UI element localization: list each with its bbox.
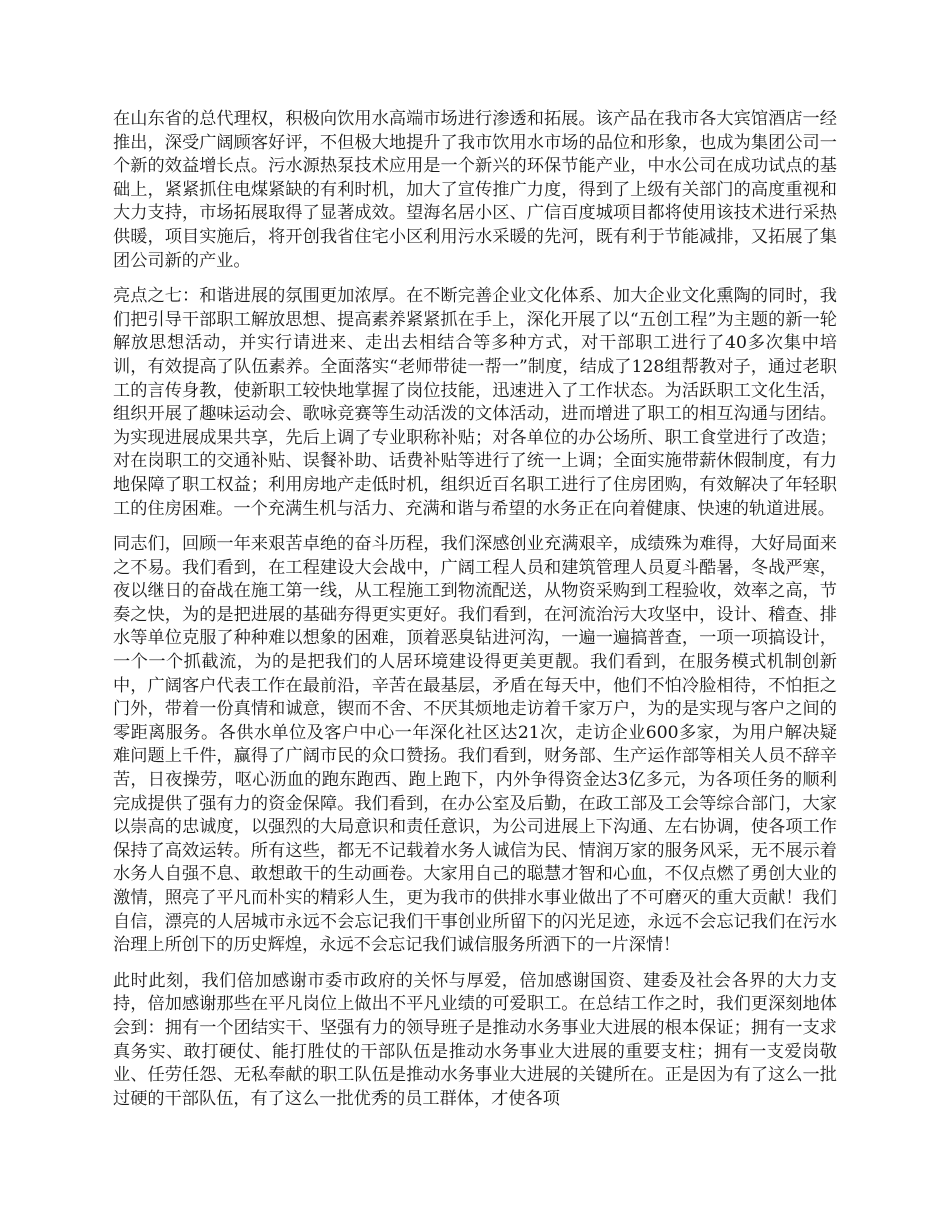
paragraph-2: 亮点之七：和谐进展的氛围更加浓厚。在不断完善企业文化体系、加大企业文化熏陶的同时，我们把引导干部职工解放思想、提高素养紧紧抓在手上，深化开展了以“五创工程”为主题的新一轮解放思想活动，并实行请进来、走出去相结合等多种方式，对干部职工进行了40多次集中培训，有效提高了队伍素养。全面落实“老师带徒一帮一”制度，结成了128组帮教对子，通过老职工的言传身教，使新职工较快地掌握了岗位技能，迅速进入了工作状态。为活跃职工文化生活，组织开展了趣味运动会、歌咏竞赛等生动活泼的文体活动，进而增进了职工的相互沟通与团结。为实现进展成果共享，先后上调了专业职称补贴；对各单位的办公场所、职工食堂进行了改造；对在岗职工的交通补贴、误餐补助、话费补贴等进行了统一上调；全面实施带薪休假制度，有力地保障了职工权益；利用房地产走低时机，组织近百名职工进行了住房团购，有效解决了年轻职工的住房困难。一个充满生机与活力、充满和谐与希望的水务正在向着健康、快速的轨道进展。 xyxy=(113,286,837,519)
paragraph-1: 在山东省的总代理权，积极向饮用水高端市场进行渗透和拓展。该产品在我市各大宾馆酒店一经推出，深受广阔顾客好评，不但极大地提升了我市饮用水市场的品位和形象，也成为集团公司一个新的效益增长点。污水源热泵技术应用是一个新兴的环保节能产业，中水公司在成功试点的基础上，紧紧抓住电煤紧缺的有利时机，加大了宣传推广力度，得到了上级有关部门的高度重视和大力支持，市场拓展取得了显著成效。望海名居小区、广信百度城项目都将使用该技术进行采热供暖，项目实施后，将开创我省住宅小区利用污水采暖的先河，既有利于节能减排，又拓展了集团公司新的产业。 xyxy=(113,109,837,271)
paragraph-3: 同志们，回顾一年来艰苦卓绝的奋斗历程，我们深感创业充满艰辛，成绩殊为难得，大好局面来之不易。我们看到，在工程建设大会战中，广阔工程人员和建筑管理人员夏斗酷暑，冬战严寒，夜以继日的奋战在施工第一线，从工程施工到物流配送，从物资采购到工程验收，效率之高，节奏之快，为的是把进展的基础夯得更实更好。我们看到，在河流治污大攻坚中，设计、稽查、排水等单位克服了种种难以想象的困难，顶着恶臭钻进河沟，一遍一遍搞普查，一项一项搞设计，一个一个抓截流，为的是把我们的人居环境建设得更美更靓。我们看到，在服务模式机制创新中，广阔客户代表工作在最前沿，辛苦在最基层，矛盾在每天中，他们不怕冷脸相待，不怕拒之门外，带着一份真情和诚意，锲而不舍、不厌其烦地走访着千家万户，为的是实现与客户之间的零距离服务。各供水单位及客户中心一年深化社区达21次，走访企业600多家，为用户解决疑难问题上千件，赢得了广阔市民的众口赞扬。我们看到，财务部、生产运作部等相关人员不辞辛苦，日夜操劳，呕心沥血的跑东跑西、跑上跑下，内外争得资金达3亿多元，为各项任务的顺利完成提供了强有力的资金保障。我们看到，在办公室及后勤，在政工部及工会等综合部门，大家以崇高的忠诚度，以强烈的大局意识和责任意识，为公司进展上下沟通、左右协调，使各项工作保持了高效运转。所有这些，都无不记载着水务人诚信为民、情润万家的服务风采，无不展示着水务人自强不息、敢想敢干的生动画卷。大家用自己的聪慧才智和心血，不仅点燃了勇创大业的激情，照亮了平凡而朴实的精彩人生，更为我市的供排水事业做出了不可磨灭的重大贡献！我们自信，漂亮的人居城市永远不会忘记我们干事创业所留下的闪光足迹，永远不会忘记我们在污水治理上所创下的历史辉煌，永远不会忘记我们诚信服务所洒下的一片深情！ xyxy=(113,534,837,956)
paragraph-4: 此时此刻，我们倍加感谢市委市政府的关怀与厚爱，倍加感谢国资、建委及社会各界的大力支持，倍加感谢那些在平凡岗位上做出不平凡业绩的可爱职工。在总结工作之时，我们更深刻地体会到：拥有一个团结实干、坚强有力的领导班子是推动水务事业大进展的根本保证；拥有一支求真务实、敢打硬仗、能打胜仗的干部队伍是推动水务事业大进展的重要支柱；拥有一支爱岗敬业、任劳任怨、无私奉献的职工队伍是推动水务事业大进展的关键所在。正是因为有了这么一批过硬的干部队伍，有了这么一批优秀的员工群体，才使各项 xyxy=(113,970,837,1109)
document-page xyxy=(113,108,837,1123)
